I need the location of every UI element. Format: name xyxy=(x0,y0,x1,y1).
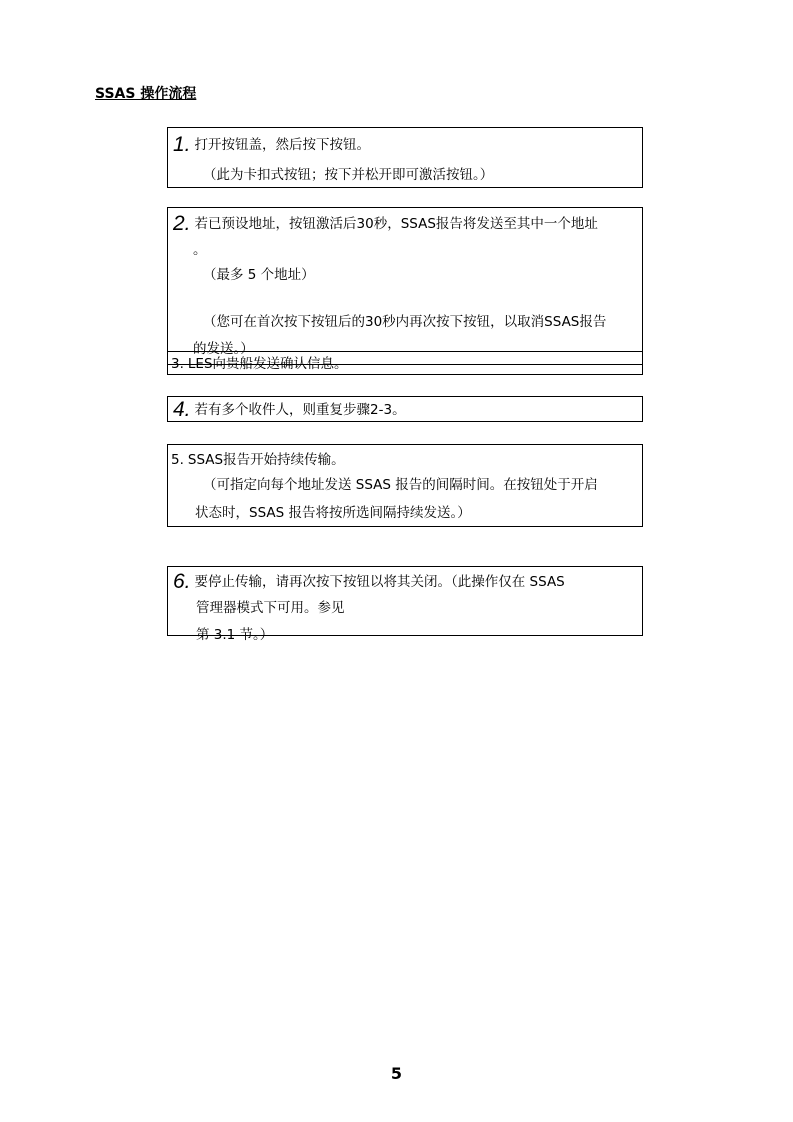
step-5-line-2: （可指定向每个地址发送 SSAS 报告的间隔时间。在按钮处于开启 xyxy=(203,477,598,493)
step-1-text: 打开按钮盖，然后按下按钮。 xyxy=(194,137,371,153)
step-2-line-5: 的发送。） xyxy=(193,341,254,357)
step-1-line-1 xyxy=(173,134,370,154)
step-2-box xyxy=(167,207,643,365)
step-5-line-1 xyxy=(171,451,345,469)
step-3-number: 3. xyxy=(171,356,184,372)
step-4-text: 若有多个收件人，则重复步骤2-3。 xyxy=(194,402,406,418)
step-2-line-4: （您可在首次按下按钮后的30秒内再次按下按钮，以取消SSAS报告 xyxy=(203,314,607,330)
step-1-box xyxy=(167,127,643,188)
step-5-text: SSAS报告开始持续传输。 xyxy=(187,452,345,468)
step-2-text: 若已预设地址，按钮激活后30秒，SSAS报告将发送至其中一个地址 xyxy=(194,216,598,232)
step-6-line-1 xyxy=(173,571,565,591)
step-6-line-3: 第 3.1 节。） xyxy=(196,627,274,643)
step-1-line-2: （此为卡扣式按钮；按下并松开即可激活按钮。） xyxy=(203,167,494,183)
step-2-line-1 xyxy=(173,213,598,233)
step-6-box xyxy=(167,566,643,643)
step-3-line-1 xyxy=(171,355,348,373)
page-title: SSAS 操作流程 xyxy=(95,86,197,102)
step-2-line-3: （最多 5 个地址） xyxy=(203,267,315,283)
step-4-line-1 xyxy=(173,399,406,419)
step-6-text: 要停止传输，请再次按下按钮以将其关闭。（此操作仅在 SSAS xyxy=(194,574,565,590)
step-6-line-2: 管理器模式下可用。参见 xyxy=(196,600,345,616)
page-number: 5 xyxy=(390,1064,403,1083)
step-1-number: 1. xyxy=(173,133,191,156)
step-2-number: 2. xyxy=(173,212,191,235)
step-2-line-2: 。 xyxy=(193,242,207,258)
step-5-number: 5. xyxy=(171,452,184,468)
step-4-box xyxy=(167,396,643,422)
step-5-box xyxy=(167,444,643,527)
step-6-number: 6. xyxy=(173,570,191,593)
step-5-line-3: 状态时，SSAS 报告将按所选间隔持续发送。） xyxy=(195,505,471,521)
step-3-text: LES向贵船发送确认信息。 xyxy=(187,356,348,372)
step-3-box xyxy=(167,351,643,375)
step-4-number: 4. xyxy=(173,398,191,421)
